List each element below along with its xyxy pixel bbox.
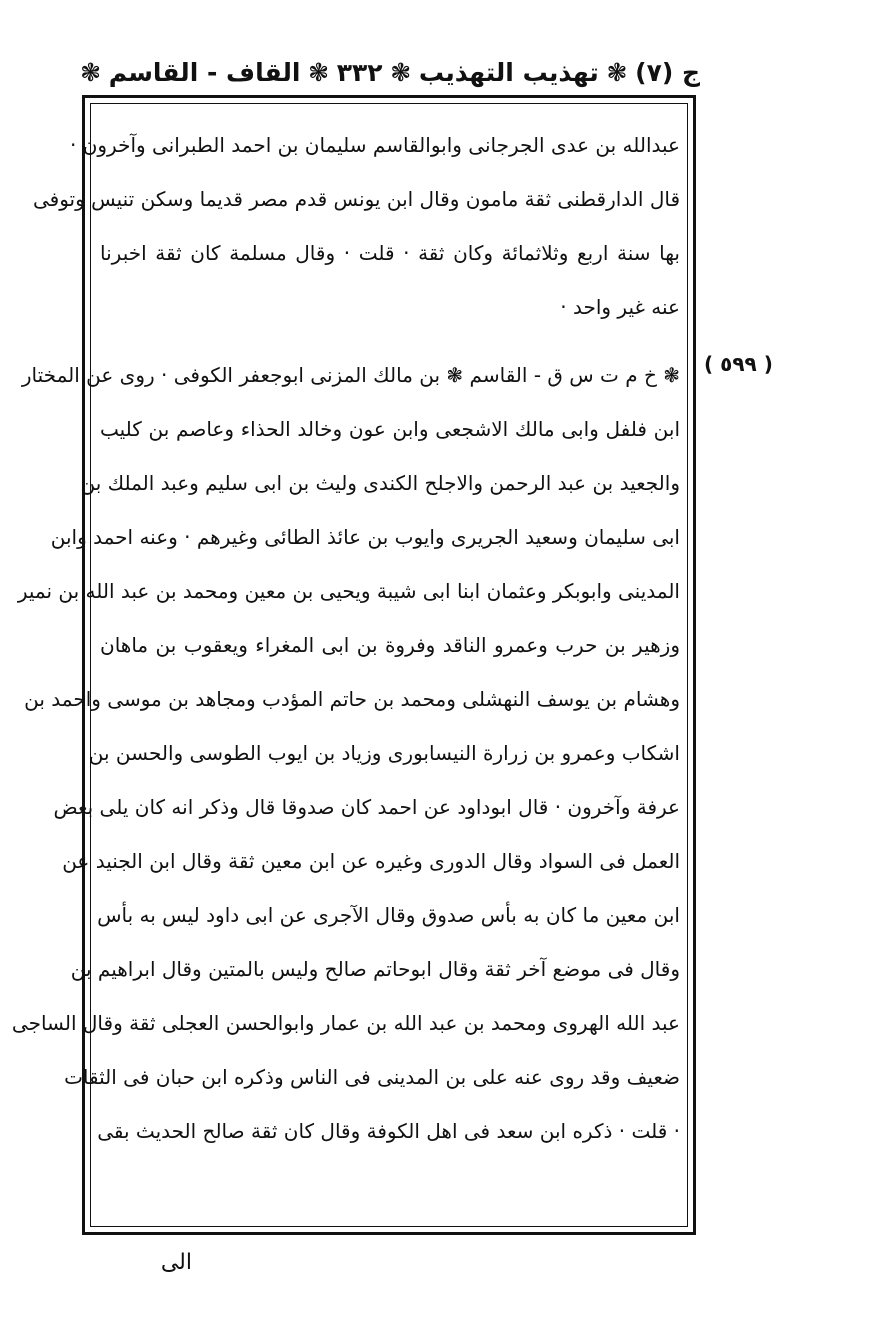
header-ornament: ❃: [390, 57, 412, 87]
header-book-title: تهذيب التهذيب: [418, 57, 599, 87]
text-line: ابن معين ما كان به بأس صدوق وقال الآجرى عن ابى داود ليس به بأس: [97, 903, 680, 927]
text-line: قال الدارقطنى ثقة مامون وقال ابن يونس قدم مصر قديما وسكن تنيس وتوفى: [32, 187, 680, 211]
text-line: عبدالله بن عدى الجرجانى وابوالقاسم سليمان بن احمد الطبرانى وآخرون ·: [69, 133, 680, 157]
body-text: [11, 118, 680, 1158]
text-line: العمل فى السواد وقال الدورى وغيره عن ابن معين ثقة وقال ابن الجنيد عن: [62, 849, 680, 873]
text-line: المدينى وابوبكر وعثمان ابنا ابى شيبة ويحيى بن معين ومحمد بن عبد الله بن نمير: [17, 579, 680, 603]
text-line: · قلت · ذكره ابن سعد فى اهل الكوفة وقال كان ثقة صالح الحديث بقى: [97, 1119, 680, 1143]
text-line: وقال فى موضع آخر ثقة وقال ابوحاتم صالح وليس بالمتين وقال ابراهيم بن: [70, 957, 680, 981]
text-line: ❃ خ م ت س ق - القاسم ❃ بن مالك المزنى ابوجعفر الكوفى · روى عن المختار: [21, 363, 680, 387]
text-line: ابى سليمان وسعيد الجريرى وايوب بن عائذ الطائى وغيرهم · وعنه احمد وابن: [50, 525, 680, 549]
header-ornament: ❃: [308, 57, 330, 87]
margin-entry-number: ( ٥٩٩ ): [704, 352, 773, 376]
paragraph-gap: [100, 334, 680, 348]
text-line: عرفة وآخرون · قال ابوداود عن احمد كان صدوقا قال وذكر انه كان يلى بعض: [53, 795, 680, 819]
catchword: الى: [160, 1250, 192, 1275]
header-volume: ج (٧): [635, 57, 700, 87]
text-line: بها سنة اربع وثلاثمائة وكان ثقة · قلت · وقال مسلمة كان ثقة اخبرنا: [100, 241, 680, 265]
text-line: اشكاب وعمرو بن زرارة النيسابورى وزياد بن ايوب الطوسى والحسن بن: [88, 741, 680, 765]
header-ornament: ❃: [80, 57, 102, 87]
text-line: عبد الله الهروى ومحمد بن عبد الله بن عمار وابوالحسن العجلى ثقة وقال الساجى: [11, 1011, 680, 1035]
header-section: القاف - القاسم: [108, 57, 301, 87]
header-ornament: ❃: [606, 57, 628, 87]
running-header: [80, 50, 700, 94]
header-page-number: ٣٣٢: [336, 57, 383, 87]
text-line: وزهير بن حرب وعمرو الناقد وفروة بن ابى المغراء ويعقوب بن ماهان: [100, 633, 680, 657]
text-line: عنه غير واحد ·: [560, 295, 680, 319]
text-line: ضعيف وقد روى عنه على بن المدينى فى الناس وذكره ابن حبان فى الثقات: [64, 1065, 680, 1089]
text-line: ابن فلفل وابى مالك الاشجعى وابن عون وخالد الحذاء وعاصم بن كليب: [100, 417, 680, 441]
text-line: والجعيد بن عبد الرحمن والاجلح الكندى وليث بن ابى سليم وعبد الملك بن: [80, 471, 680, 495]
text-line: وهشام بن يوسف النهشلى ومحمد بن حاتم المؤدب ومجاهد بن موسى واحمد بن: [24, 687, 680, 711]
